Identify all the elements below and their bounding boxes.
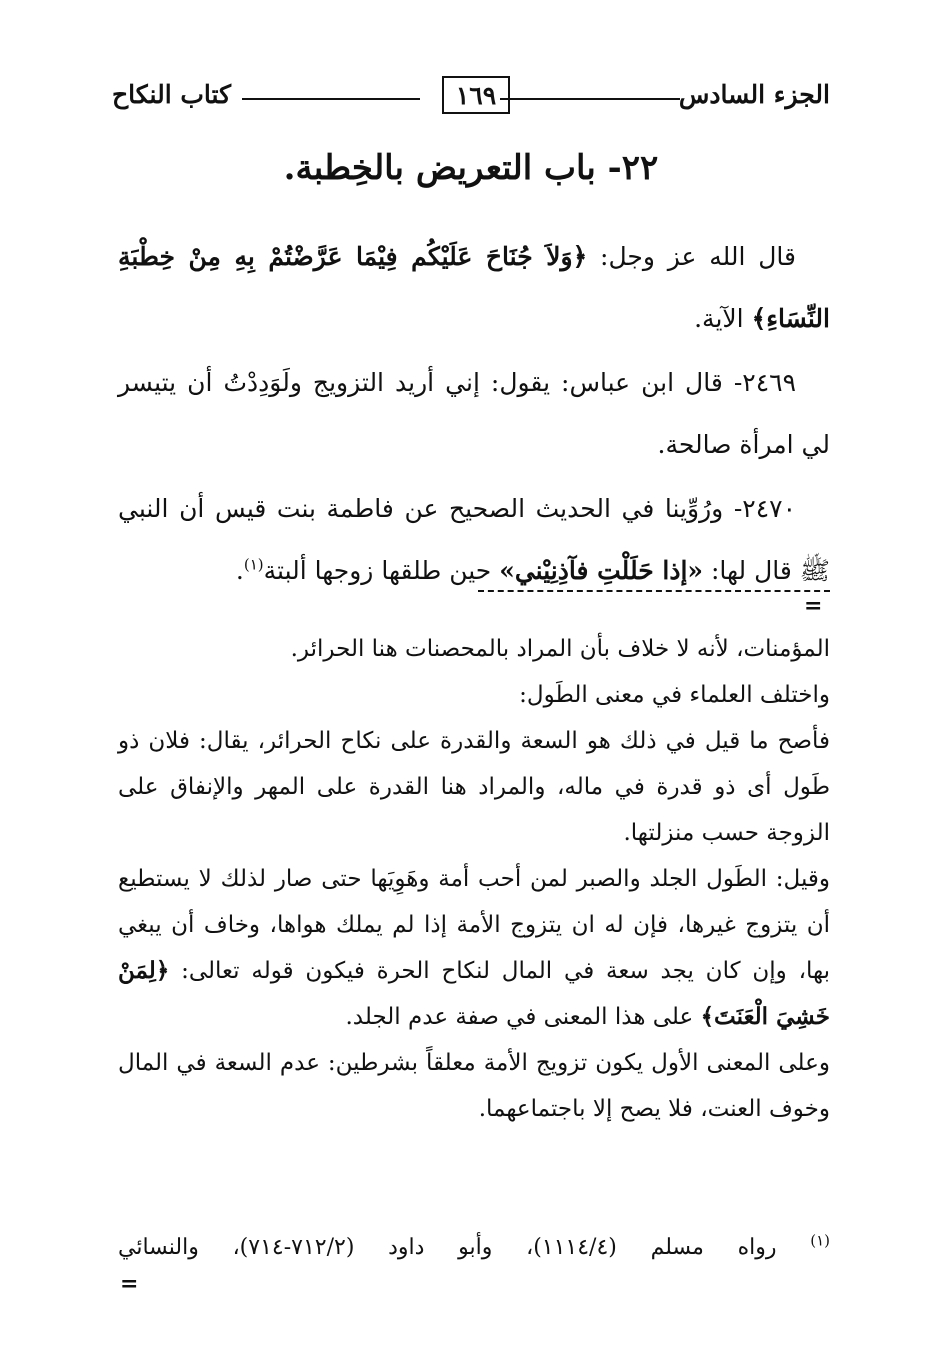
hadith-2470-prefix: ٢٤٧٠- ورُوِّينا في الحديث الصحيح عن فاطمة بنت قيس أن النبي ﷺ قال لها: <box>118 494 830 585</box>
quran-verse: ﴿وَلاَ جُنَاحَ عَلَيْكُم فِيْمَا عَرَّضْتُمْ بِهِ مِنْ خِطْبَةِ النِّسَاءِ﴾ <box>118 242 830 333</box>
header-rule-left <box>242 98 420 100</box>
running-header <box>112 72 830 122</box>
hadith-2470 <box>118 478 830 602</box>
hadith-quote: «إذا حَلَلْتِ فآذِنِيْني» <box>499 556 704 585</box>
page-number: ١٦٩ <box>442 76 510 114</box>
commentary-p4-suffix: على هذا المعنى في صفة عدم الجلد. <box>345 1004 701 1030</box>
commentary-p5: وعلى المعنى الأول يكون تزويج الأمة معلقاً بشرطين: عدم السعة في المال وخوف العنت، فلا يصح إلا باجتماعهما. <box>118 1050 830 1122</box>
footnote-separator <box>478 590 830 592</box>
main-text <box>118 226 830 602</box>
chapter-title: ٢٢- باب التعريض بالخِطبة. <box>283 148 659 188</box>
footnote <box>118 1228 830 1268</box>
hadith-2470-suffix: حين طلقها زوجها ألبتة <box>263 556 500 585</box>
header-rule-right <box>500 98 680 100</box>
continuation-mark-top: = <box>804 593 823 619</box>
commentary-p2: واختلف العلماء في معنى الطَول: <box>519 682 830 708</box>
hadith-2469: ٢٤٦٩- قال ابن عباس: يقول: إني أريد التزويج ولَوَدِدْتُ أن يتيسر لي امرأة صالحة. <box>118 368 830 459</box>
header-book: كتاب النكاح <box>112 80 231 109</box>
intro-paragraph <box>118 226 830 350</box>
footnote-text: رواه مسلم (١١١٤/٤)، وأبو داود (٧١٢/٢-٧١٤)، والنسائي <box>118 1235 811 1260</box>
footnote-number: (١) <box>810 1231 830 1250</box>
header-volume: الجزء السادس <box>678 80 830 109</box>
commentary-p3: فأصح ما قيل في ذلك هو السعة والقدرة على نكاح الحرائر، يقال: فلان ذو طَول أى ذو قدرة في ماله، والمراد هنا القدرة على المهر والإنفاق على الزوجة حسب منزلتها. <box>118 728 830 846</box>
commentary-quran-verse: ﴿لِمَنْ خَشِيَ الْعَنَتَ﴾ <box>118 957 830 1030</box>
commentary-p1: المؤمنات، لأنه لا خلاف بأن المراد بالمحصنات هنا الحرائر. <box>290 636 830 662</box>
footnote-reference: (١) <box>243 555 264 574</box>
intro-suffix: الآية. <box>694 304 752 333</box>
continuation-mark-bottom: = <box>120 1271 139 1297</box>
commentary-p4-prefix: وقيل: الطَول الجلد والصبر لمن أحب أمة وهَوِيَها حتى صار لذلك لا يستطيع أن يتزوج غيرها، فإن له ان يتزوج الأمة إذا لم يملك هواها، وخاف أن يبغي بها، وإن كان يجد سعة في المال لنكاح الحرة فيكون قوله تعالى: <box>118 866 830 984</box>
commentary <box>118 626 830 1132</box>
intro-prefix: قال الله عز وجل: <box>587 242 797 271</box>
hadith-2470-end: . <box>235 556 244 585</box>
commentary-p4 <box>118 856 830 1040</box>
